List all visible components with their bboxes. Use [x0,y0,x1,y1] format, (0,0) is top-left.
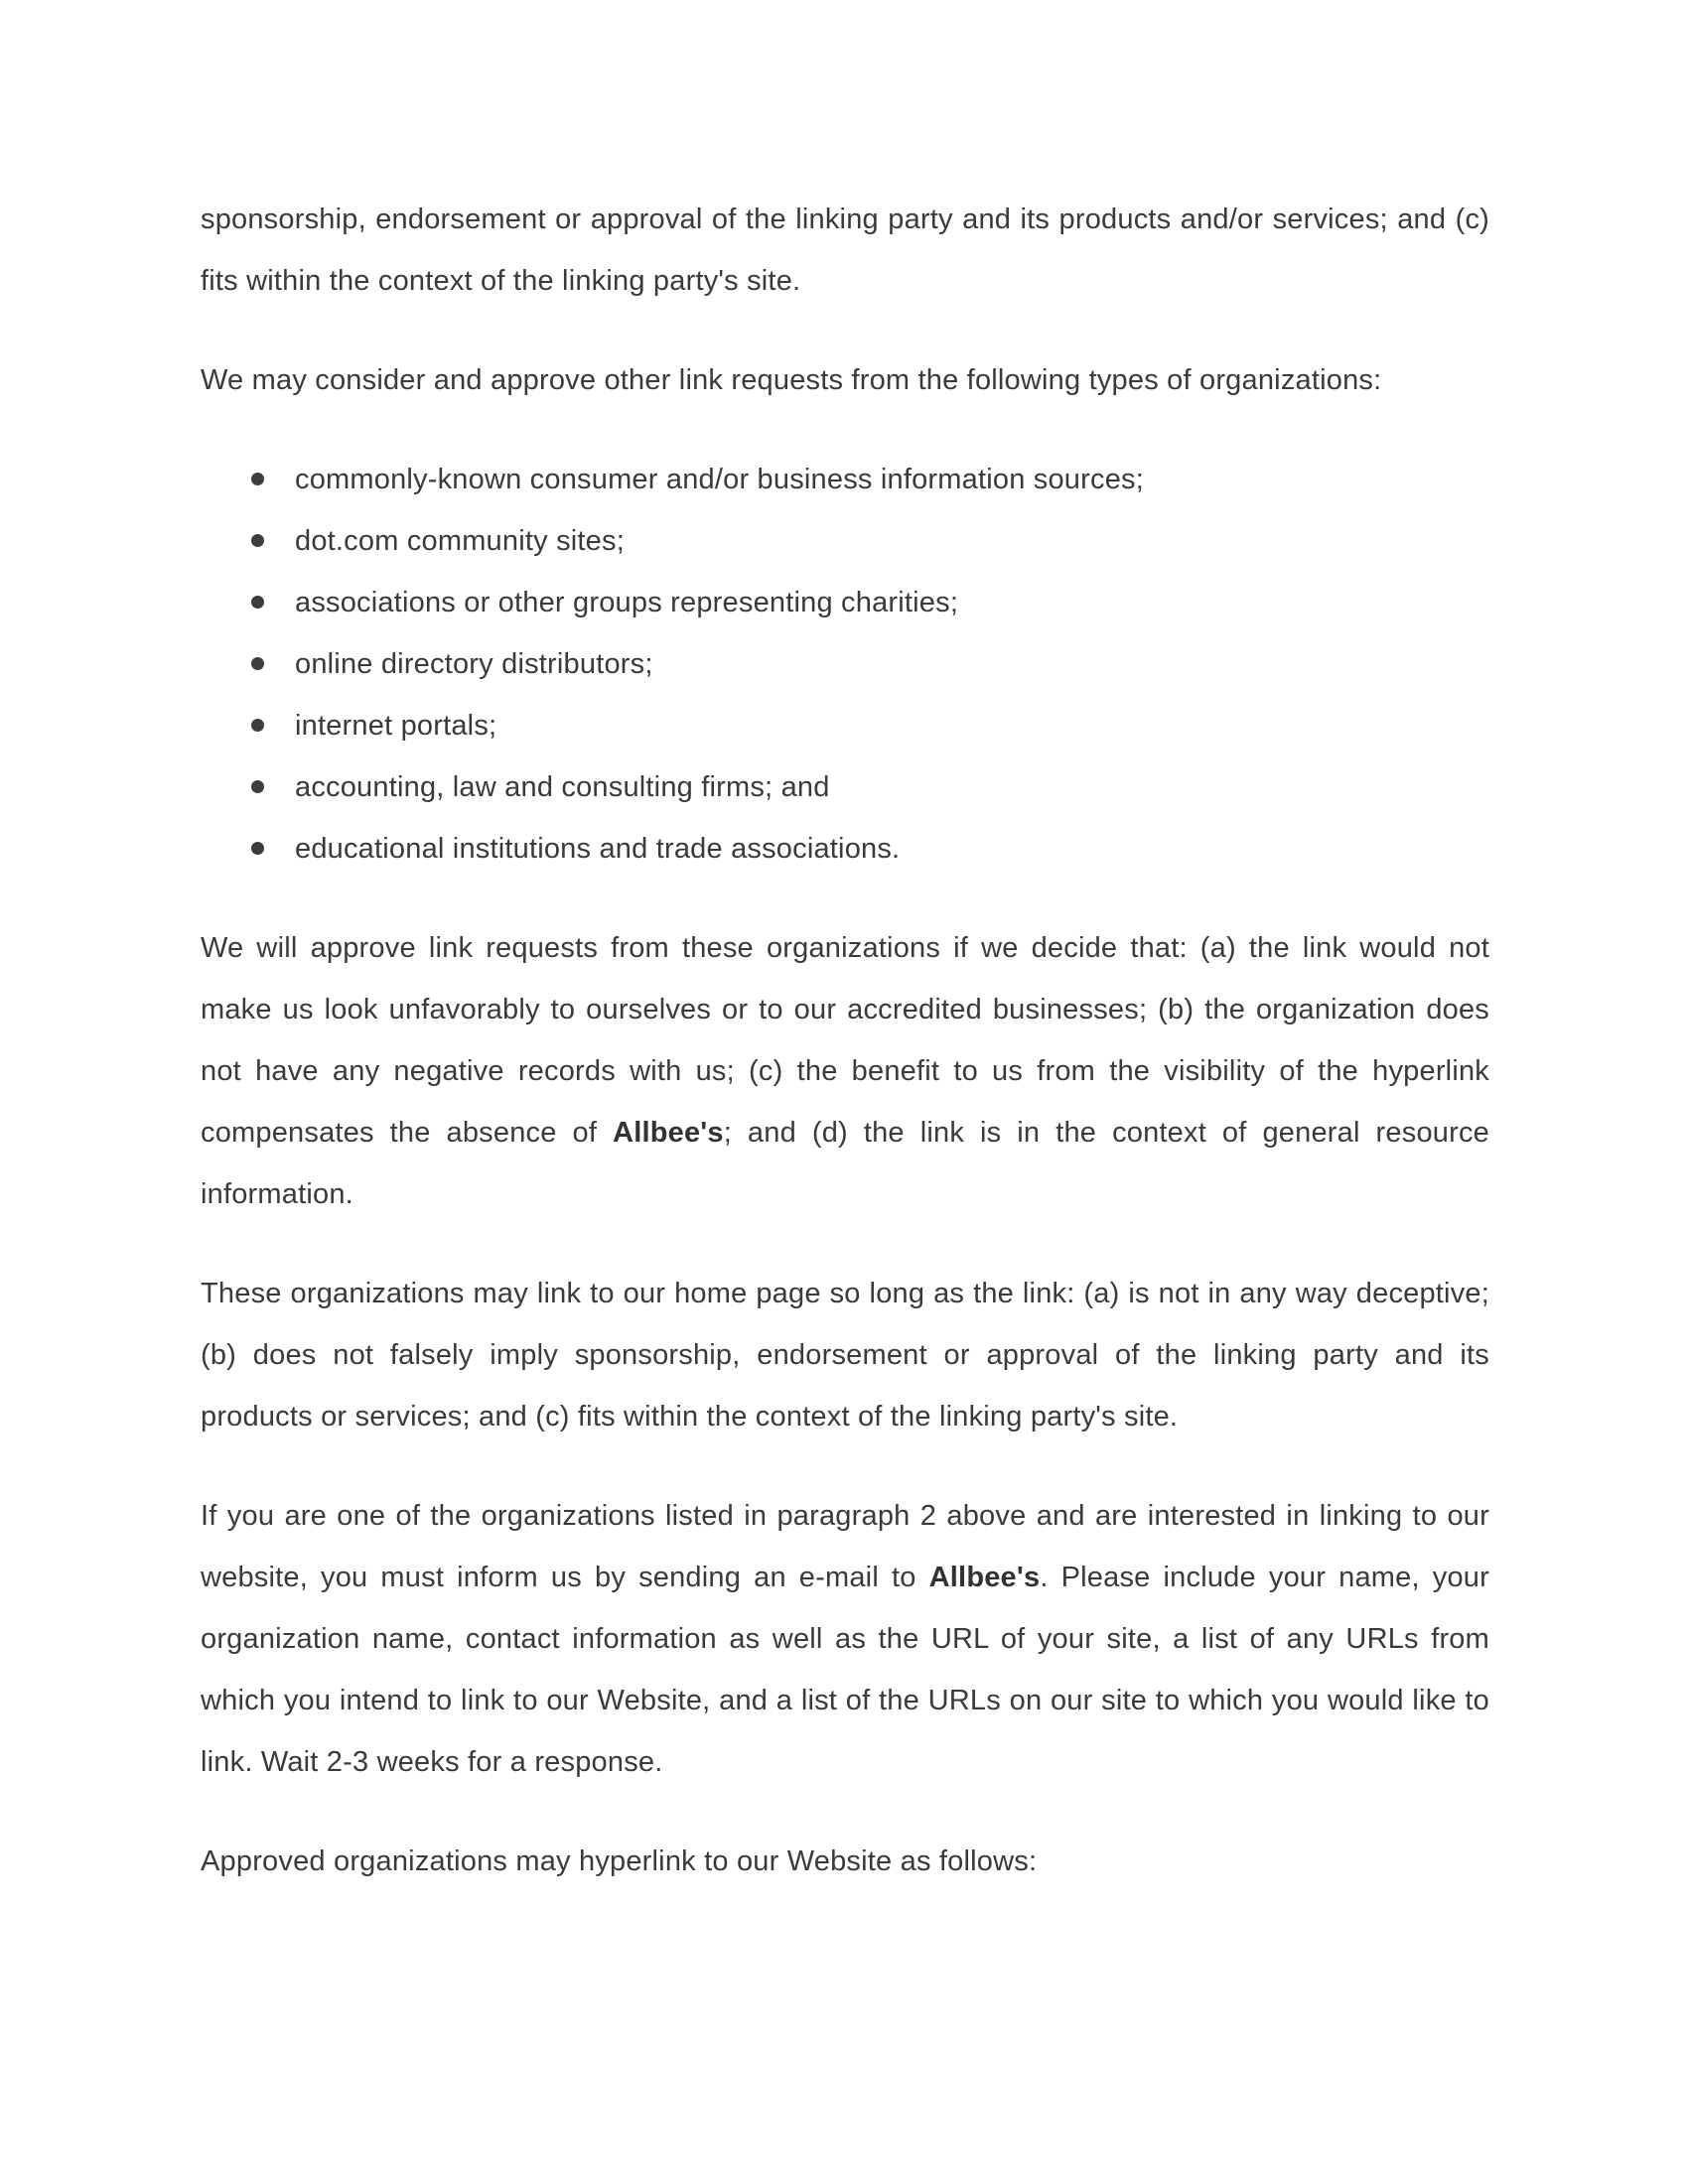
paragraph-approved-organizations-intro: Approved organizations may hyperlink to our Website as follows: [201,1845,1038,1877]
brand-name: Allbee's [613,1117,724,1149]
paragraph-text: ; and (d) the link is in the context of general resource information. [201,1117,1489,1210]
paragraph-consider-link-requests: We may consider and approve other link requests from the following types of organizations: [201,364,1382,396]
paragraph-text: If you are one of the organizations listed in paragraph 2 above and are interested in linking to our website, you must inform us by sending an e-mail to [201,1500,1489,1593]
paragraph-linking-request-instructions [201,1485,1489,1793]
list-item: online directory distributors; [201,633,1489,695]
organization-types-list [201,449,1489,880]
brand-name: Allbee's [928,1562,1041,1593]
paragraph-text: . Please include your name, your organization name, contact information as well as the URL of your site, a list of any URLs from which you intend to link to our Website, and a list of the URLs on our site to which you would like to link. Wait 2-3 weeks for a response. [201,1562,1489,1778]
paragraph-text: We will approve link requests from these organizations if we decide that: (a) the link would not make us look unfavorably to ourselves or to our accredited businesses; (b) the organization does not have any negative records with us; (c) the benefit to us from the visibility of the hyperlink compensates the absence of [201,932,1489,1149]
list-item: associations or other groups representing charities; [201,572,1489,633]
list-item: dot.com community sites; [201,510,1489,572]
paragraph-linking-conditions-continuation: sponsorship, endorsement or approval of the linking party and its products and/or services; and (c) fits within the context of the linking party's site. [201,204,1489,297]
paragraph-approval-criteria [201,917,1489,1225]
list-item: accounting, law and consulting firms; and [201,756,1489,818]
list-item: commonly-known consumer and/or business information sources; [201,449,1489,510]
paragraph-home-page-linking-rules: These organizations may link to our home page so long as the link: (a) is not in any way deceptive; (b) does not falsely imply sponsorship, endorsement or approval of the linking party and its products or services; and (c) fits within the context of the linking party's site. [201,1278,1489,1433]
list-item: educational institutions and trade associations. [201,818,1489,880]
list-item: internet portals; [201,695,1489,756]
